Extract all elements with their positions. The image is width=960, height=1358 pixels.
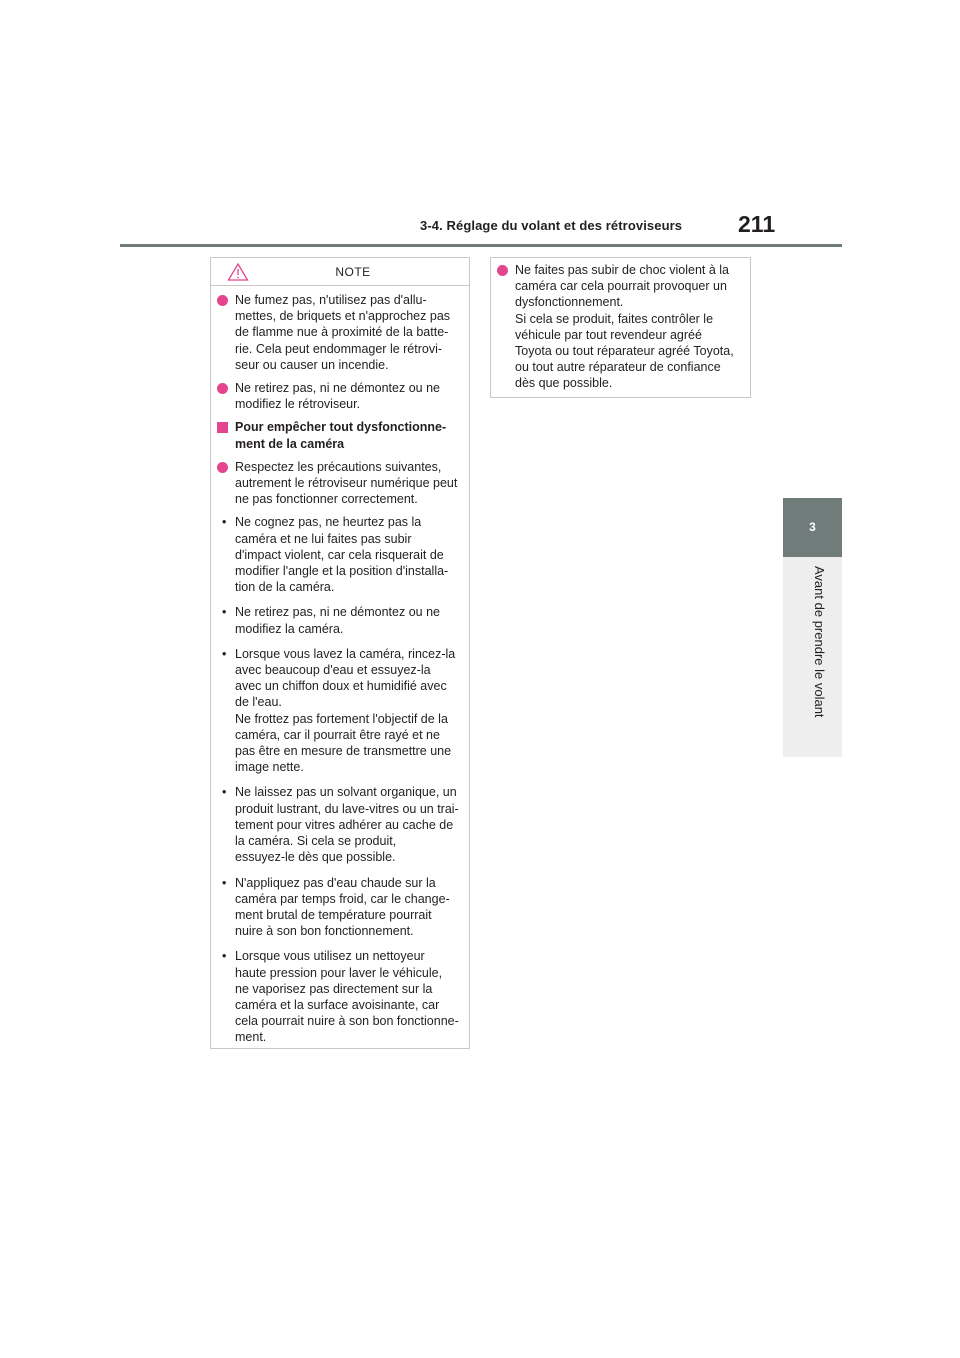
note-continued-content (491, 258, 750, 392)
sub-list-item (217, 948, 459, 1045)
bullet-icon: • (222, 605, 227, 620)
sub-item-text: Ne retirez pas, ni ne démontez ou ne modifiez la caméra. (235, 605, 440, 636)
chapter-number: 3 (809, 520, 816, 534)
chapter-title: Avant de prendre le volant (812, 566, 827, 718)
header-rule (120, 244, 842, 247)
warning-triangle-icon (227, 262, 249, 282)
item-text: Ne retirez pas, ni ne démontez ou ne modifiez le rétroviseur. (235, 381, 440, 412)
sub-list-item (217, 875, 459, 940)
sub-list-item (217, 514, 459, 595)
bullet-icon: • (222, 875, 227, 890)
bullet-icon: • (222, 515, 227, 530)
section-title: 3-4. Réglage du volant et des rétroviseurs (420, 218, 683, 233)
sub-item-text: N'appliquez pas d'eau chaude sur la caméra par temps froid, car le change- ment brutal de température pourrait nuire à son bon fonctionnement. (235, 875, 450, 939)
sub-item-text: Lorsque vous utilisez un nettoyeur haute pression pour laver le véhicule, ne vaporisez pas directement sur la caméra et la surface avoisinante, car cela pourrait nuire à son bon fonctionne- ment. (235, 949, 459, 1045)
bullet-icon: • (222, 785, 227, 800)
bullet-dot-icon (217, 462, 228, 473)
list-item (217, 459, 459, 508)
list-item (217, 380, 459, 412)
bullet-icon: • (222, 949, 227, 964)
heading-text: Pour empêcher tout dysfonctionne- ment de la caméra (235, 420, 447, 451)
note-content (211, 286, 469, 1046)
bullet-dot-icon (497, 265, 508, 276)
sub-item-text: Ne laissez pas un solvant organique, un produit lustrant, du lave-vitres ou un trai- tement pour vitres adhérer au cache de la caméra. Si cela se produit, essuyez-le dès que possible. (235, 785, 459, 865)
item-text: Ne faites pas subir de choc violent à la caméra car cela pourrait provoquer un dysfonctionnement. Si cela se produit, faites contrôler le véhicule par tout revendeur agréé Toyota ou tout réparateur agréé Toyota, ou tout autre réparateur de confiance dès que possible. (515, 263, 734, 391)
list-item (217, 292, 459, 373)
note-header (211, 258, 469, 286)
bullet-dot-icon (217, 295, 228, 306)
list-item (497, 262, 740, 392)
item-text: Respectez les précautions suivantes, autrement le rétroviseur numérique peut ne pas fonctionner correctement. (235, 459, 458, 507)
subsection-heading (217, 419, 459, 451)
note-continued-box (490, 257, 751, 398)
sub-item-text: Lorsque vous lavez la caméra, rincez-la avec beaucoup d'eau et essuyez-la avec un chiffon doux et humidifié avec de l'eau. Ne frottez pas fortement l'objectif de la caméra, car il pourrait être rayé et ne pas être en mesure de transmettre une image nette. (235, 646, 456, 775)
sub-list-item (217, 604, 459, 636)
bullet-dot-icon (217, 383, 228, 394)
bullet-icon: • (222, 646, 227, 661)
sub-list-item (217, 784, 459, 865)
sub-list-item (217, 646, 459, 776)
note-label: NOTE (335, 264, 371, 279)
page-number: 211 (738, 211, 776, 237)
note-box (210, 257, 470, 1049)
sub-item-text: Ne cognez pas, ne heurtez pas la caméra et ne lui faites pas subir d'impact violent, car cela risquerait de modifier l'angle et la position d'installa- tion de la caméra. (235, 515, 449, 595)
item-text: Ne fumez pas, n'utilisez pas d'allu- mettes, de briquets et n'approchez pas de flamme nue à proximité de la batte- rie. Cela peut endommager le rétrovi- seur ou causer un incendie. (235, 293, 451, 372)
bullet-square-icon (217, 422, 228, 433)
chapter-tab (783, 498, 842, 557)
